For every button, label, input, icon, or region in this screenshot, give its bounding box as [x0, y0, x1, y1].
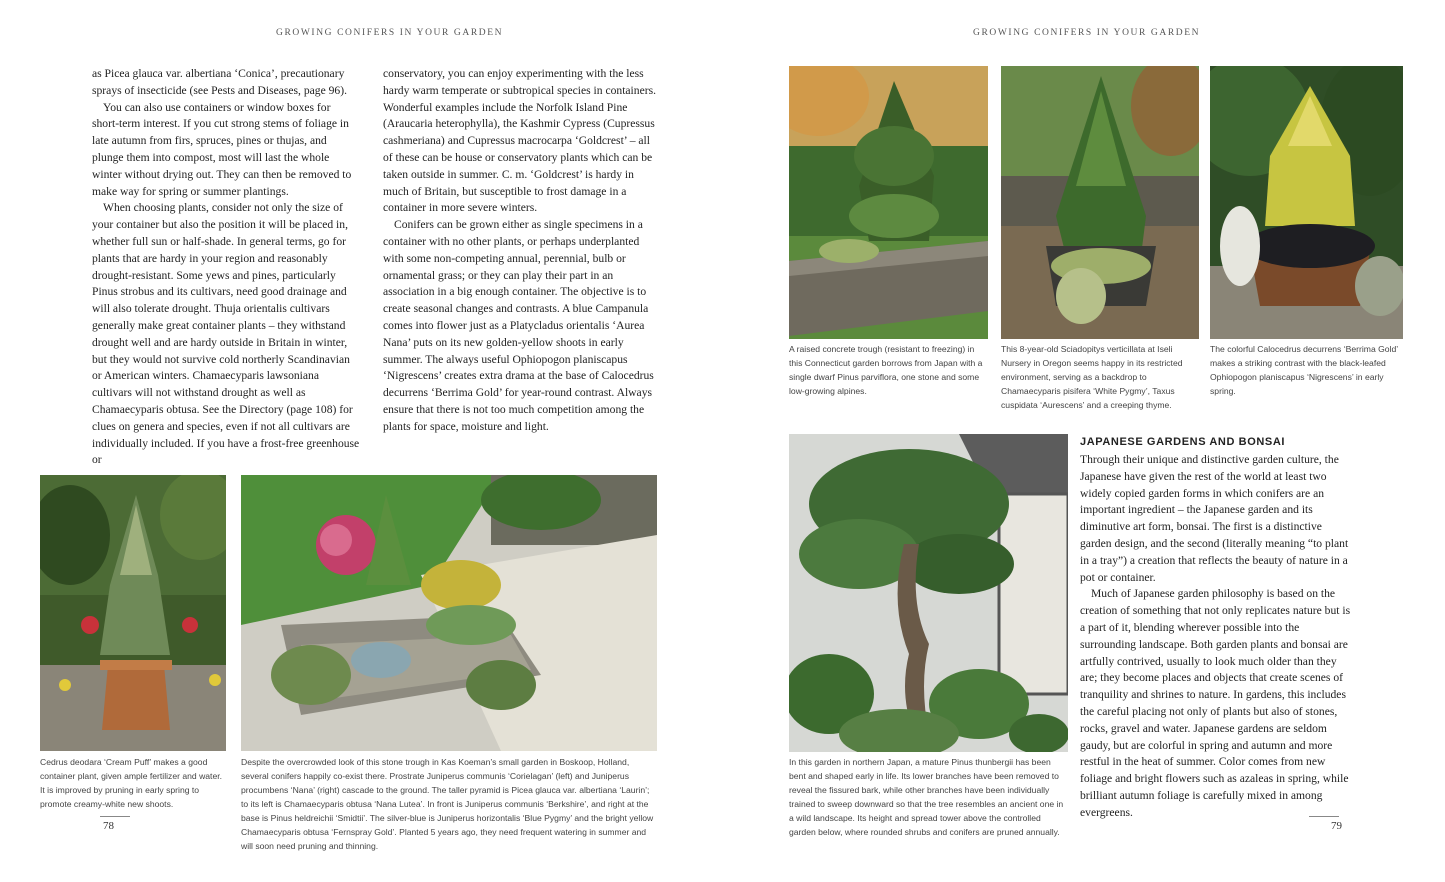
running-head-right: GROWING CONIFERS IN YOUR GARDEN [973, 28, 1201, 38]
caption-japanese-pine: In this garden in northern Japan, a mature Pinus thunbergii has been bent and shaped early in life. Its lower branches have been removed to reveal the fissured bark, while other branches have been individually trained to sweep downward so that the tree resembles an ancient one in a wild landscape. Its height and spread tower above the controlled garden below, where rounded shrubs and conifers are pruned annually. [789, 757, 1064, 837]
photo-japanese-pine [789, 434, 1068, 752]
body-column-2 [383, 66, 657, 436]
photo-cedrus-container [40, 475, 226, 751]
right-page [722, 0, 1445, 882]
paragraph: Through their unique and distinctive garden culture, the Japanese have given the rest of the world at least two widely copied garden forms in which conifers are an important ingredient – the Japanese garden and its diminutive art form, bonsai. The first is a distinctive garden design, and the second (literally meaning “to plant in a tray”) a creation that reflects the beauty of nature in a pot or container. [1080, 453, 1349, 584]
caption-cedrus: Cedrus deodara ‘Cream Puff’ makes a good container plant, given ample fertilizer and water. It is improved by pruning in early spring to promote creamy-white new shoots. [40, 757, 222, 809]
body-column-1 [92, 66, 360, 469]
paragraph: Conifers can be grown either as single specimens in a container with no other plants, or perhaps underplanted with some non-competing annual, perennial, bulb or ornamental grass; or they can play their part in an association in a big enough container. The objective is to create seasonal changes and contrasts. A blue Campanula comes into flower just as a Platycladus orientalis ‘Aurea Nana’ puts on its new golden-yellow shoots in early summer. The always useful Ophiopogon planiscapus ‘Nigrescens’ creates extra drama at the base of Calocedrus decurrens ‘Berrima Gold’ for year-round contrast. Always ensure that there is not too much competition among the plants for space, moisture and light. [383, 218, 654, 433]
left-page [0, 0, 722, 882]
photo-sciadopitys [1001, 66, 1199, 339]
page-number: 79 [1331, 820, 1342, 832]
caption-calocedrus: The colorful Calocedrus decurrens ‘Berrima Gold’ makes a striking contrast with the black-leafed Ophiopogon planiscapus ‘Nigrescens’ in early spring. [1210, 344, 1398, 396]
running-head-left: GROWING CONIFERS IN YOUR GARDEN [276, 28, 504, 38]
paragraph: Much of Japanese garden philosophy is based on the creation of something that not only replicates nature but is a part of it, blending wherever possible into the surrounding landscape. Both garden plants and bonsai are artfully contrived, usually to look much older than they are; they become places and objects that create scenes of tranquility and shrines to nature. In gardens, this includes the careful placing not only of plants but also of stones, rocks, gravel and water. Japanese gardens are seldom gaudy, but are colorful in spring and autumn and more restful in the heat of summer. Color comes from new foliage and bright flowers such as azaleas in spring, while brilliant autumn foliage is carefully mixed in among evergreens. [1080, 587, 1351, 819]
folio-rule [1309, 816, 1339, 817]
page-number: 78 [103, 820, 114, 832]
section-heading: JAPANESE GARDENS AND BONSAI [1080, 436, 1286, 448]
paragraph: conservatory, you can enjoy experimenting with the less hardy warm temperate or subtropical species in containers. Wonderful examples include the Norfolk Island Pine (Araucaria heterophylla), the Kashmir Cypress (Cupressus cashmeriana) and Cupressus macrocarpa ‘Goldcrest’ – all of these can be house or conservatory plants which can be taken outside in summer. C. m. ‘Goldcrest’ is hardy in much of Britain, but susceptible to frost damage in a container in more severe winters. [383, 67, 656, 215]
photo-calocedrus [1210, 66, 1403, 339]
paragraph: You can also use containers or window boxes for short-term interest. If you cut strong stems of foliage in late autumn from firs, spruces, pines or thujas, and plunge them into compost, most will last the whole winter without drying out. They can then be removed to make way for spring or summer plantings. [92, 100, 352, 198]
caption-stone-trough: Despite the overcrowded look of this stone trough in Kas Koeman’s small garden in Boskoop, Holland, several conifers happily co-exist there. Prostrate Juniperus communis ‘Corielagan’ (left) and Juniperus procumbens ‘Nana’ (right) cascade to the ground. The taller pyramid is Picea glauca var. albertiana ‘Laurin’; to its left is Chamaecyparis obtusa ‘Nana Lutea’. In front is Juniperus communis ‘Berkshire’, and right at the base is Pinus heldreichii ‘Smidtii’. The silver-blue is Juniperus horizontalis ‘Blue Pygmy’ and the bright yellow Chamaecyparis obtusa ‘Fernspray Gold’. Planted 5 years ago, they need frequent watering in summer and will soon need pruning and thinning. [241, 757, 654, 851]
folio-rule [100, 816, 130, 817]
photo-stone-trough [241, 475, 657, 751]
caption-raised-trough: A raised concrete trough (resistant to freezing) in this Connecticut garden borrows from Japan with a single dwarf Pinus parviflora, one stone and some low-growing alpines. [789, 344, 983, 396]
body-column-japanese [1080, 452, 1355, 822]
paragraph: as Picea glauca var. albertiana ‘Conica’, precautionary sprays of insecticide (see Pests and Diseases, page 96). [92, 67, 347, 97]
paragraph: When choosing plants, consider not only the size of your container but also the position it will be placed in, whether full sun or half-shade. In general terms, go for plants that are hardy in your region and reasonably drought-resistant. Some yews and pines, particularly Pinus strobus and its cultivars, need good drainage and will also tolerate drought. Thuja orientalis cultivars generally make great container plants – they withstand drought well and are hardy outside in Britain in winter, but they would not survive cold northerly Scandinavian or American winters. Chamaecyparis lawsoniana cultivars will not withstand drought as well as Chamaecyparis obtusa. See the Directory (page 108) for clues on genera and species, even if not all cultivars are individually included. If you have a frost-free greenhouse or [92, 201, 360, 467]
photo-raised-trough [789, 66, 988, 339]
caption-sciadopitys: This 8-year-old Sciadopitys verticillata at Iseli Nursery in Oregon seems happy in its restricted environment, serving as a backdrop to Chamaecyparis pisifera ‘White Pygmy’, Taxus cuspidata ‘Aurescens’ and a creeping thyme. [1001, 344, 1183, 410]
